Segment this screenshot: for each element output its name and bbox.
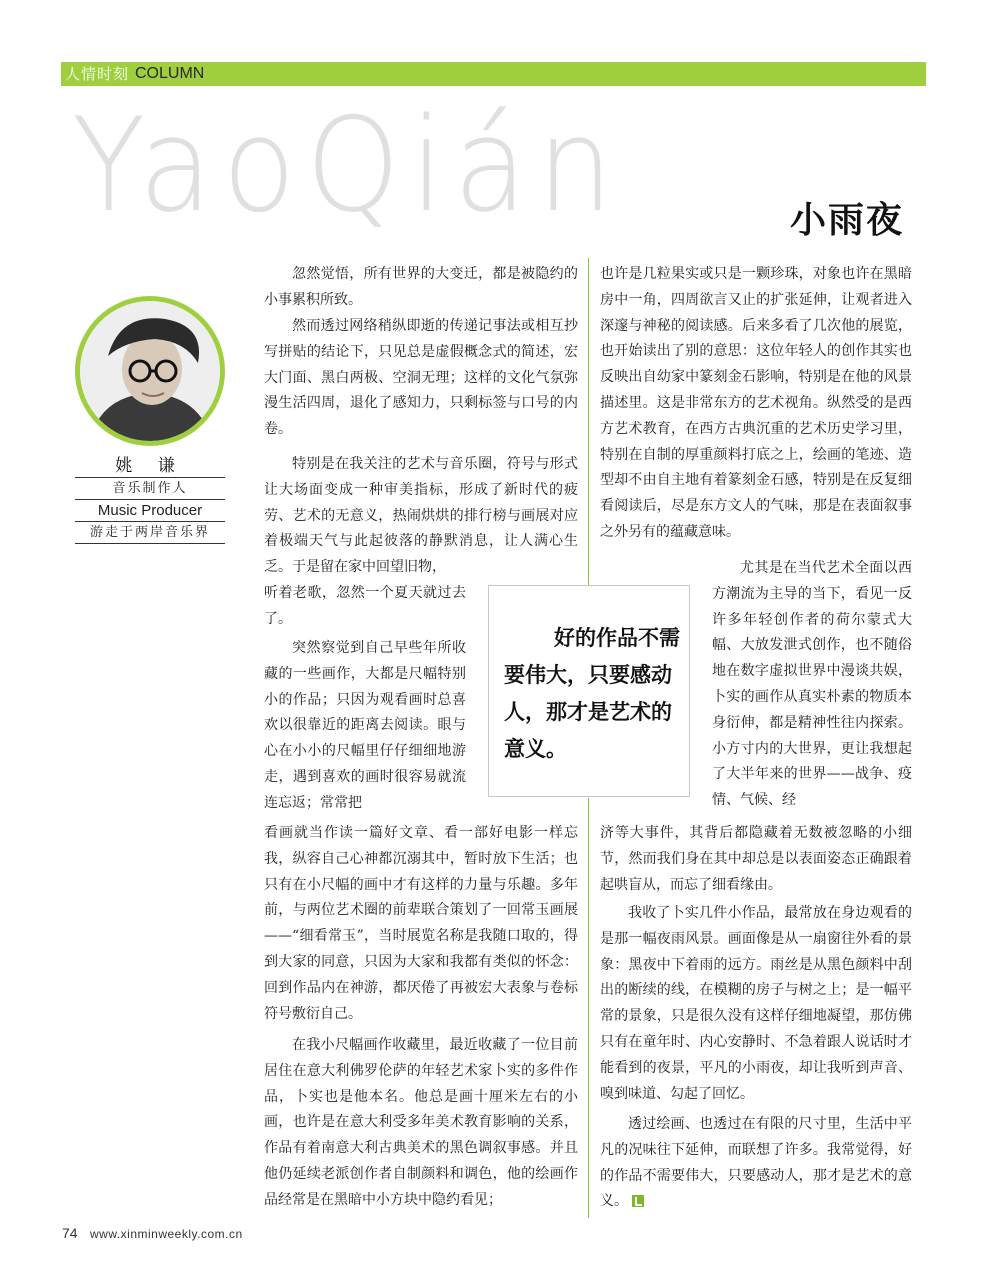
article-paragraph: 尤其是在当代艺术全面以西方潮流为主导的当下，看见一反许多年轻创作者的荷尔蒙式大幅、大放发泄式创作，也不随俗地在数字虚拟世界中漫谈共娱，卜实的画作从真实朴素的物质本身衍伸，都是精神性往内探索。小方寸内的大世界，更让我想起了大半年来的世界——战争、疫情、气候、经	[712, 560, 912, 809]
author-title-cn: 音乐制作人	[75, 477, 225, 499]
background-script-name: YaoQián	[72, 91, 624, 242]
article-title: 小雨夜	[790, 200, 905, 241]
author-name: 姚 谦	[115, 456, 185, 476]
pull-quote: 好的作品不需要伟大，只要感动人，那才是艺术的意义。	[504, 626, 680, 761]
article-paragraph: 我收了卜实几件小作品，最常放在身边观看的是那一幅夜雨风景。画面像是从一扇窗往外看的景象：黑夜中下着雨的远方。雨丝是从黑色颜料中刮出的断续的线，在模糊的房子与树之上；是一幅平常的景象，只是很久没有这样仔细地凝望，那仿佛只有在童年时、内心安静时、不急着跟人说话时才能看到的夜景，平凡的小雨夜，却让我听到声音、嗅到味道、勾起了回忆。	[600, 905, 912, 1102]
article-paragraph: 在我小尺幅画作收藏里，最近收藏了一位目前居住在意大利佛罗伦萨的年轻艺术家卜实的多件作品，卜实也是他本名。他总是画十厘米左右的小画，也许是在意大利受多年美术教育影响的关系，作品有着南意大利古典美术的黑色调叙事感。并且他仍延续老派创作者自制颜料和调色，他的绘画作品经常是在黑暗中小方块中隐约看见；	[264, 1037, 578, 1208]
author-portrait-icon	[80, 301, 220, 441]
column-divider	[588, 798, 589, 1218]
article-paragraph: 忽然觉悟，所有世界的大变迁，都是被隐约的小事累积所致。	[264, 266, 578, 308]
footer-url: www.xinminweekly.com.cn	[90, 1227, 243, 1241]
author-title-en: Music Producer	[75, 499, 225, 521]
article-paragraph: 也许是几粒果实或只是一颗珍珠，对象也许在黑暗房中一角，四周欲言又止的扩张延伸，让观者进入深邃与神秘的阅读感。后来多看了几次他的展览，也开始读出了别的意思：这位年轻人的创作其实也反映出自幼家中篆刻金石影响，特别是在他的风景描述里。这是非常东方的艺术视角。纵然受的是西方艺术教育，在西方古典沉重的艺术历史学习里，特别在自制的厚重颜料打底之上，绘画的笔迹、造型却不由自主地有着篆刻金石感，特别是在反复细看阅读后，尽是东方文人的气味，那是在表面叙事之外另有的蕴藏意味。	[600, 266, 912, 540]
page-number: 74	[62, 1225, 78, 1241]
article-paragraph	[600, 1112, 912, 1215]
article-paragraph: 特别是在我关注的艺术与音乐圈，符号与形式让大场面变成一种审美指标，形成了新时代的疲劳、艺术的无意义，热闹烘烘的排行榜与画展对应着极端天气与此起彼落的静默消息，让人满心生乏。于是留在家中回望旧物，	[264, 456, 578, 576]
article-paragraph: 济等大事件，其背后都隐藏着无数被忽略的小细节，然而我们身在其中却总是以表面姿态正确跟着起哄盲从，而忘了细看缘由。	[600, 825, 912, 893]
article-paragraph: 突然察觉到自己早些年所收藏的一些画作，大都是尺幅特别小的作品；只因为观看画时总喜欢以很靠近的距离去阅读。眼与心在小小的尺幅里仔仔细细地游走，遇到喜欢的画时很容易就流连忘返；常常把	[264, 640, 466, 811]
article-paragraph: 然而透过网络稍纵即逝的传递记事法或相互抄写拼贴的结论下，只见总是虚假概念式的简述，宏大门面、黑白两极、空洞无理；这样的文化气氛弥漫生活四周，退化了感知力，只剩标签与口号的内卷。	[264, 318, 578, 438]
author-info	[75, 455, 225, 544]
author-tagline: 游走于两岸音乐界	[75, 521, 225, 544]
magazine-end-mark-icon	[632, 1195, 644, 1207]
column-divider	[588, 258, 589, 590]
article-paragraph-text: 透过绘画、也透过在有限的尺寸里，生活中平凡的况味往下延伸，而联想了许多。我常觉得，好的作品不需要伟大，只要感动人，那才是艺术的意义。	[600, 1116, 912, 1210]
article-paragraph: 看画就当作读一篇好文章、看一部好电影一样忘我，纵容自己心神都沉溺其中，暂时放下生活；也只有在小尺幅的画中才有这样的力量与乐趣。多年前，与两位艺术圈的前辈联合策划了一回常玉画展——“细看常玉”，当时展览名称是我随口取的，得到大家的同意，只因为大家和我都有类似的怀念：回到作品内在神游，都厌倦了再被宏大表象与卷标符号敷衍自己。	[264, 825, 578, 1022]
article-paragraph: 听着老歌，忽然一个夏天就过去了。	[264, 585, 466, 627]
author-avatar	[80, 301, 220, 441]
column-label: COLUMN	[135, 65, 205, 82]
section-label: 人情时刻	[65, 65, 130, 83]
